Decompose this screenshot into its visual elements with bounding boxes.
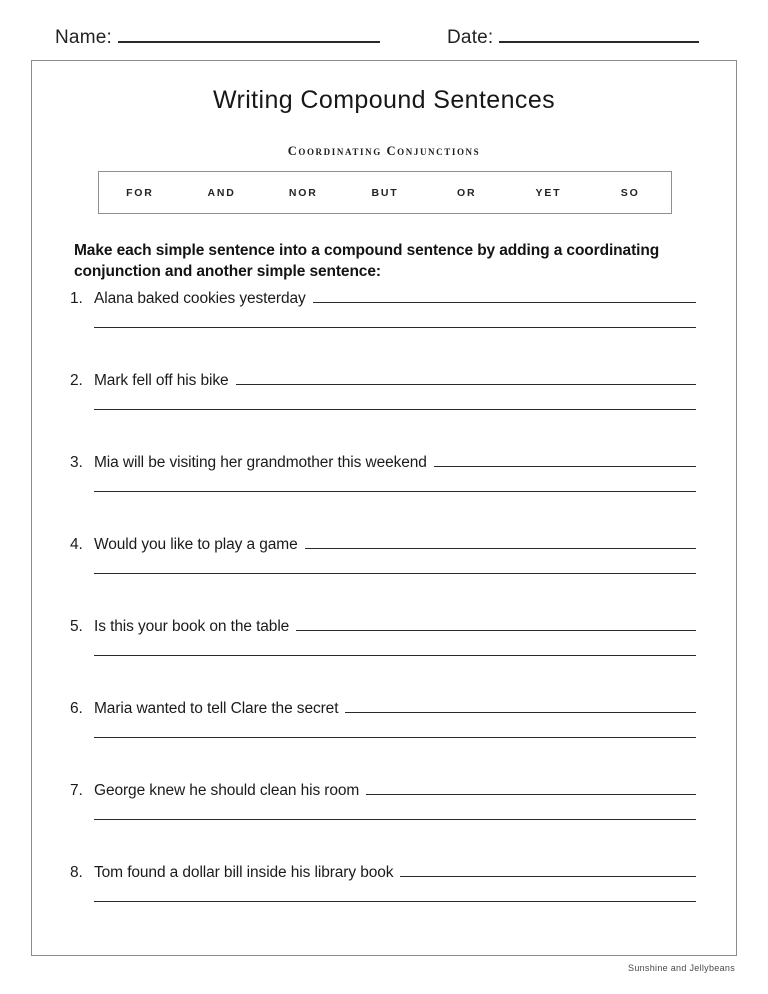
conjunction-for: FOR [126,186,154,199]
conjunction-and: AND [207,186,236,199]
conjunction-but: BUT [371,186,399,199]
question-item [32,535,736,617]
page-subtitle: Coordinating Conjunctions [287,144,481,158]
answer-write-line-2[interactable] [94,573,696,574]
answer-write-line-1[interactable] [305,535,696,549]
question-text: Mia will be visiting her grandmother this weekend [94,454,427,471]
date-write-line[interactable] [499,27,699,43]
question-prompt-row [70,371,696,390]
answer-write-line-2[interactable] [94,409,696,410]
name-write-line[interactable] [118,27,380,43]
question-item [32,371,736,453]
answer-write-line-2[interactable] [94,491,696,492]
question-item [32,863,736,945]
answer-write-line-1[interactable] [296,617,696,631]
question-item [32,617,736,699]
question-prompt-row [70,289,696,308]
question-text: Mark fell off his bike [94,372,229,389]
question-number: 3. [70,454,83,471]
answer-write-line-2[interactable] [94,327,696,328]
question-prompt-row [70,781,696,800]
answer-write-line-1[interactable] [236,371,697,385]
question-text: Tom found a dollar bill inside his library book [94,864,394,881]
question-text: Would you like to play a game [94,536,298,553]
conjunction-or: OR [457,186,477,199]
worksheet-frame [31,60,737,956]
question-number: 1. [70,290,83,307]
question-prompt-row [70,863,696,882]
answer-write-line-1[interactable] [345,699,696,713]
conjunctions-box [98,171,672,214]
date-label: Date: [447,27,494,48]
question-text: Is this your book on the table [94,618,290,635]
answer-write-line-2[interactable] [94,819,696,820]
question-prompt-row [70,535,696,554]
answer-write-line-1[interactable] [400,863,696,877]
question-text: Alana baked cookies yesterday [94,290,306,307]
date-field [447,27,699,49]
conjunction-yet: YET [535,186,562,199]
page-title: Writing Compound Sentences [212,86,556,114]
name-label: Name: [55,27,112,48]
answer-write-line-2[interactable] [94,737,696,738]
question-prompt-row [70,453,696,472]
answer-write-line-2[interactable] [94,901,696,902]
name-field [55,27,380,49]
answer-write-line-2[interactable] [94,655,696,656]
instruction-text: Make each simple sentence into a compound sentence by adding a coordinating conjunction and another simple sentence: [74,242,660,280]
question-number: 7. [70,782,83,799]
question-list [32,289,736,945]
footer-credit: Sunshine and Jellybeans [628,963,735,973]
question-number: 2. [70,372,83,389]
answer-write-line-1[interactable] [434,453,696,467]
question-prompt-row [70,617,696,636]
answer-write-line-1[interactable] [313,289,696,303]
question-prompt-row [70,699,696,718]
conjunction-so: SO [620,186,640,199]
question-number: 6. [70,700,83,717]
question-text: George knew he should clean his room [94,782,360,799]
answer-write-line-1[interactable] [366,781,696,795]
question-number: 8. [70,864,83,881]
question-item [32,453,736,535]
question-item [32,781,736,863]
question-number: 4. [70,536,83,553]
question-item [32,699,736,781]
question-item [32,289,736,371]
worksheet-header [0,27,768,57]
question-text: Maria wanted to tell Clare the secret [94,700,339,717]
question-number: 5. [70,618,83,635]
conjunction-nor: NOR [288,186,318,199]
